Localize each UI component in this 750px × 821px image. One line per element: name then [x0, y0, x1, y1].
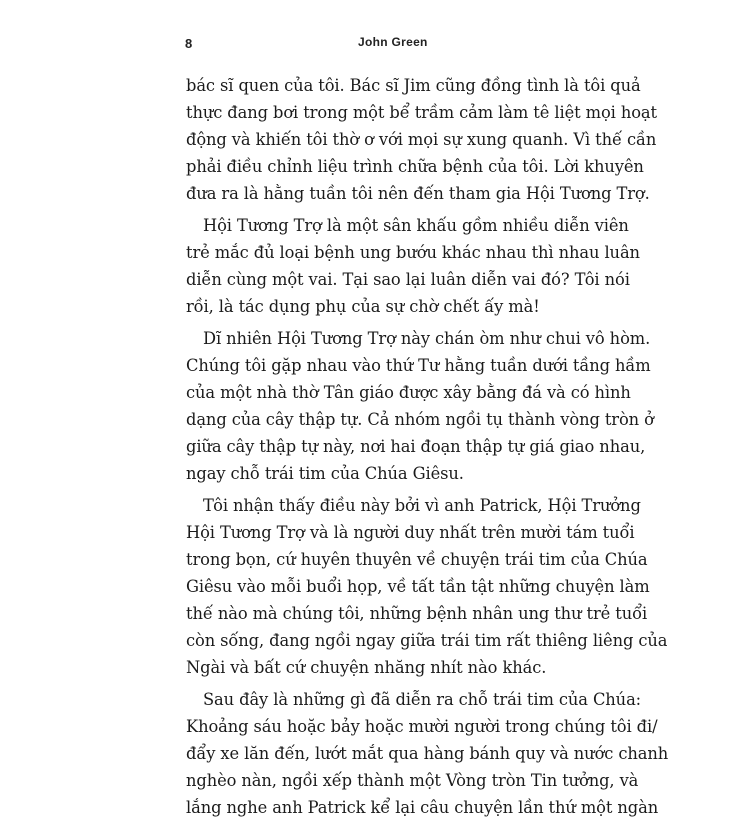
text-line: trẻ mắc đủ loại bệnh ung bướu khác nhau thì nhau luân — [186, 243, 640, 262]
text-line: Khoảng sáu hoặc bảy hoặc mười người trong chúng tôi đi/ — [186, 717, 658, 736]
running-head-author: John Green — [358, 35, 428, 49]
paragraph-first-line: Sau đây là những gì đã diễn ra chỗ trái tim của Chúa: — [203, 690, 642, 709]
text-line: còn sống, đang ngồi ngay giữa trái tim rất thiêng liêng của — [186, 631, 668, 650]
text-line: Ngài và bất cứ chuyện nhăng nhít nào khác. — [186, 658, 547, 677]
text-line: dạng của cây thập tự. Cả nhóm ngồi tụ thành vòng tròn ở — [186, 410, 654, 429]
paragraph-first-line: Hội Tương Trợ là một sân khấu gồm nhiều diễn viên — [203, 216, 629, 235]
text-line: lắng nghe anh Patrick kể lại câu chuyện lần thứ một ngàn — [186, 798, 659, 817]
text-line: trong bọn, cứ huyên thuyên về chuyện trái tim của Chúa — [186, 550, 648, 569]
text-line: phải điều chỉnh liệu trình chữa bệnh của tôi. Lời khuyên — [186, 157, 644, 176]
body-text — [186, 72, 669, 821]
text-line: ngay chỗ trái tim của Chúa Giêsu. — [186, 464, 464, 483]
text-line: Chúng tôi gặp nhau vào thứ Tư hằng tuần dưới tầng hầm — [186, 356, 651, 375]
text-line: bác sĩ quen của tôi. Bác sĩ Jim cũng đồng tình là tôi quả — [186, 76, 641, 95]
text-line: của một nhà thờ Tân giáo được xây bằng đá và có hình — [186, 383, 631, 402]
text-line: Hội Tương Trợ và là người duy nhất trên mười tám tuổi — [186, 523, 635, 542]
paragraph-first-line: Dĩ nhiên Hội Tương Trợ này chán òm như chui vô hòm. — [203, 329, 651, 348]
text-line: động và khiến tôi thờ ơ với mọi sự xung quanh. Vì thế cần — [186, 130, 657, 149]
text-line: thực đang bơi trong một bể trầm cảm làm tê liệt mọi hoạt — [186, 103, 657, 122]
text-line: nghèo nàn, ngồi xếp thành một Vòng tròn Tin tưởng, và — [186, 771, 639, 790]
text-line: đưa ra là hằng tuần tôi nên đến tham gia Hội Tương Trợ. — [186, 184, 650, 203]
text-line: đẩy xe lăn đến, lướt mắt qua hàng bánh quy và nước chanh — [186, 744, 669, 763]
text-line: diễn cùng một vai. Tại sao lại luân diễn vai đó? Tôi nói — [186, 270, 630, 289]
paragraph-first-line: Tôi nhận thấy điều này bởi vì anh Patrick, Hội Trưởng — [203, 496, 641, 515]
page-number: 8 — [185, 36, 193, 51]
text-line: Giêsu vào mỗi buổi họp, về tất tần tật những chuyện làm — [186, 577, 650, 596]
text-line: thế nào mà chúng tôi, những bệnh nhân ung thư trẻ tuổi — [186, 604, 648, 623]
text-line: rồi, là tác dụng phụ của sự chờ chết ấy mà! — [186, 297, 540, 316]
text-line: giữa cây thập tự này, nơi hai đoạn thập tự giá giao nhau, — [186, 437, 646, 456]
